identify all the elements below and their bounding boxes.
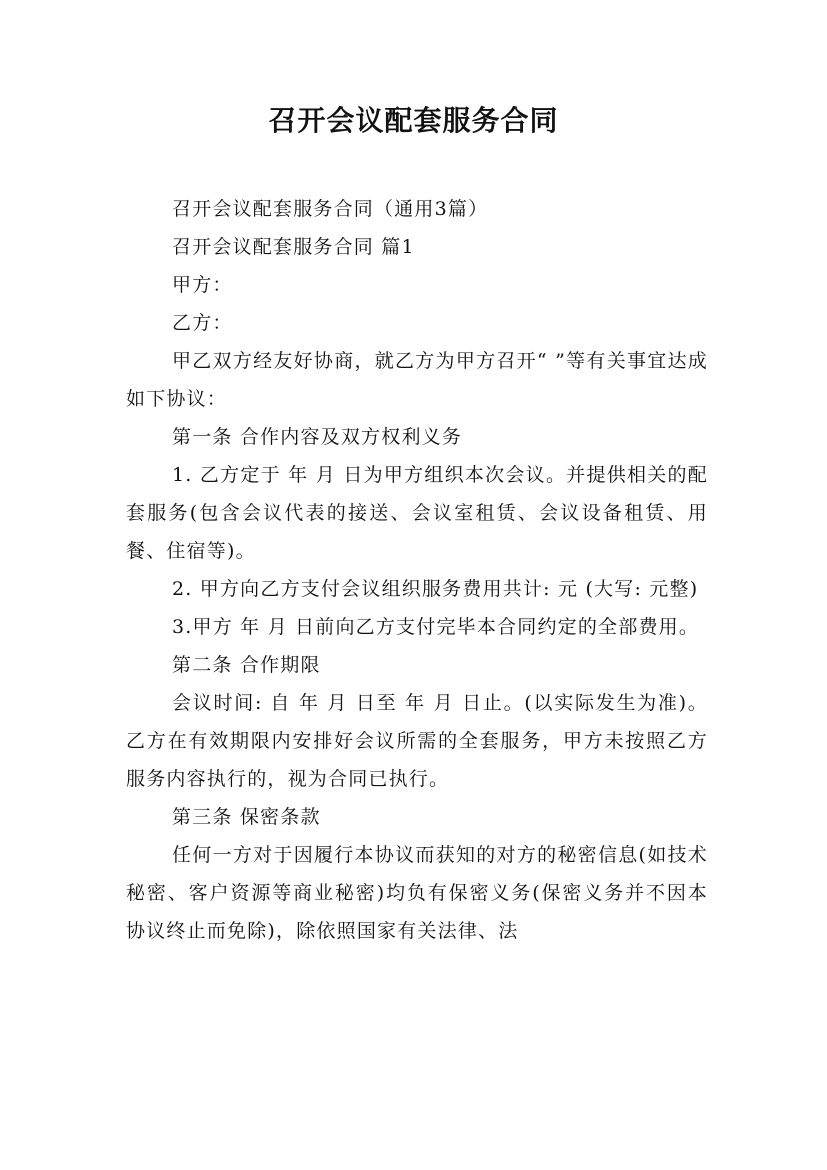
party-a-line: 甲方：: [172, 274, 233, 296]
article-2-body: 会议时间: 自 年 月 日至 年 月 日止。(以实际发生为准)。 乙方在有效期限内安排好会议所需的全套服务，甲方未按照乙方服务内容执行的，视为合同已执行。: [126, 692, 708, 790]
paragraph-heading-part-1: 召开会议配套服务合同 篇1: [172, 236, 415, 258]
agreement-intro: 甲乙双方经友好协商，就乙方为甲方召开“ ”等有关事宜达成如下协议：: [126, 350, 708, 410]
paragraph-heading-general: 召开会议配套服务合同（通用3篇）: [172, 198, 489, 220]
document-title: 召开会议配套服务合同: [268, 104, 559, 137]
article-1-clause-2: 2. 甲方向乙方支付会议组织服务费用共计: 元 (大写: 元整): [172, 578, 699, 600]
article-3-heading: 第三条 保密条款: [172, 806, 321, 828]
article-1-clause-1: 1. 乙方定于 年 月 日为甲方组织本次会议。并提供相关的配套服务(包含会议代表的接送、会议室租赁、会议设备租赁、用餐、住宿等)。: [126, 464, 708, 562]
article-1-heading: 第一条 合作内容及双方权利义务: [172, 426, 463, 448]
document-body: [126, 190, 708, 950]
article-2-heading: 第二条 合作期限: [172, 654, 321, 676]
article-3-body: 任何一方对于因履行本协议而获知的对方的秘密信息(如技术秘密、客户资源等商业秘密)均负有保密义务(保密义务并不因本协议终止而免除)，除依照国家有关法律、法: [126, 844, 708, 942]
article-1-clause-3: 3.甲方 年 月 日前向乙方支付完毕本合同约定的全部费用。: [172, 616, 700, 638]
party-b-line: 乙方：: [172, 312, 233, 334]
